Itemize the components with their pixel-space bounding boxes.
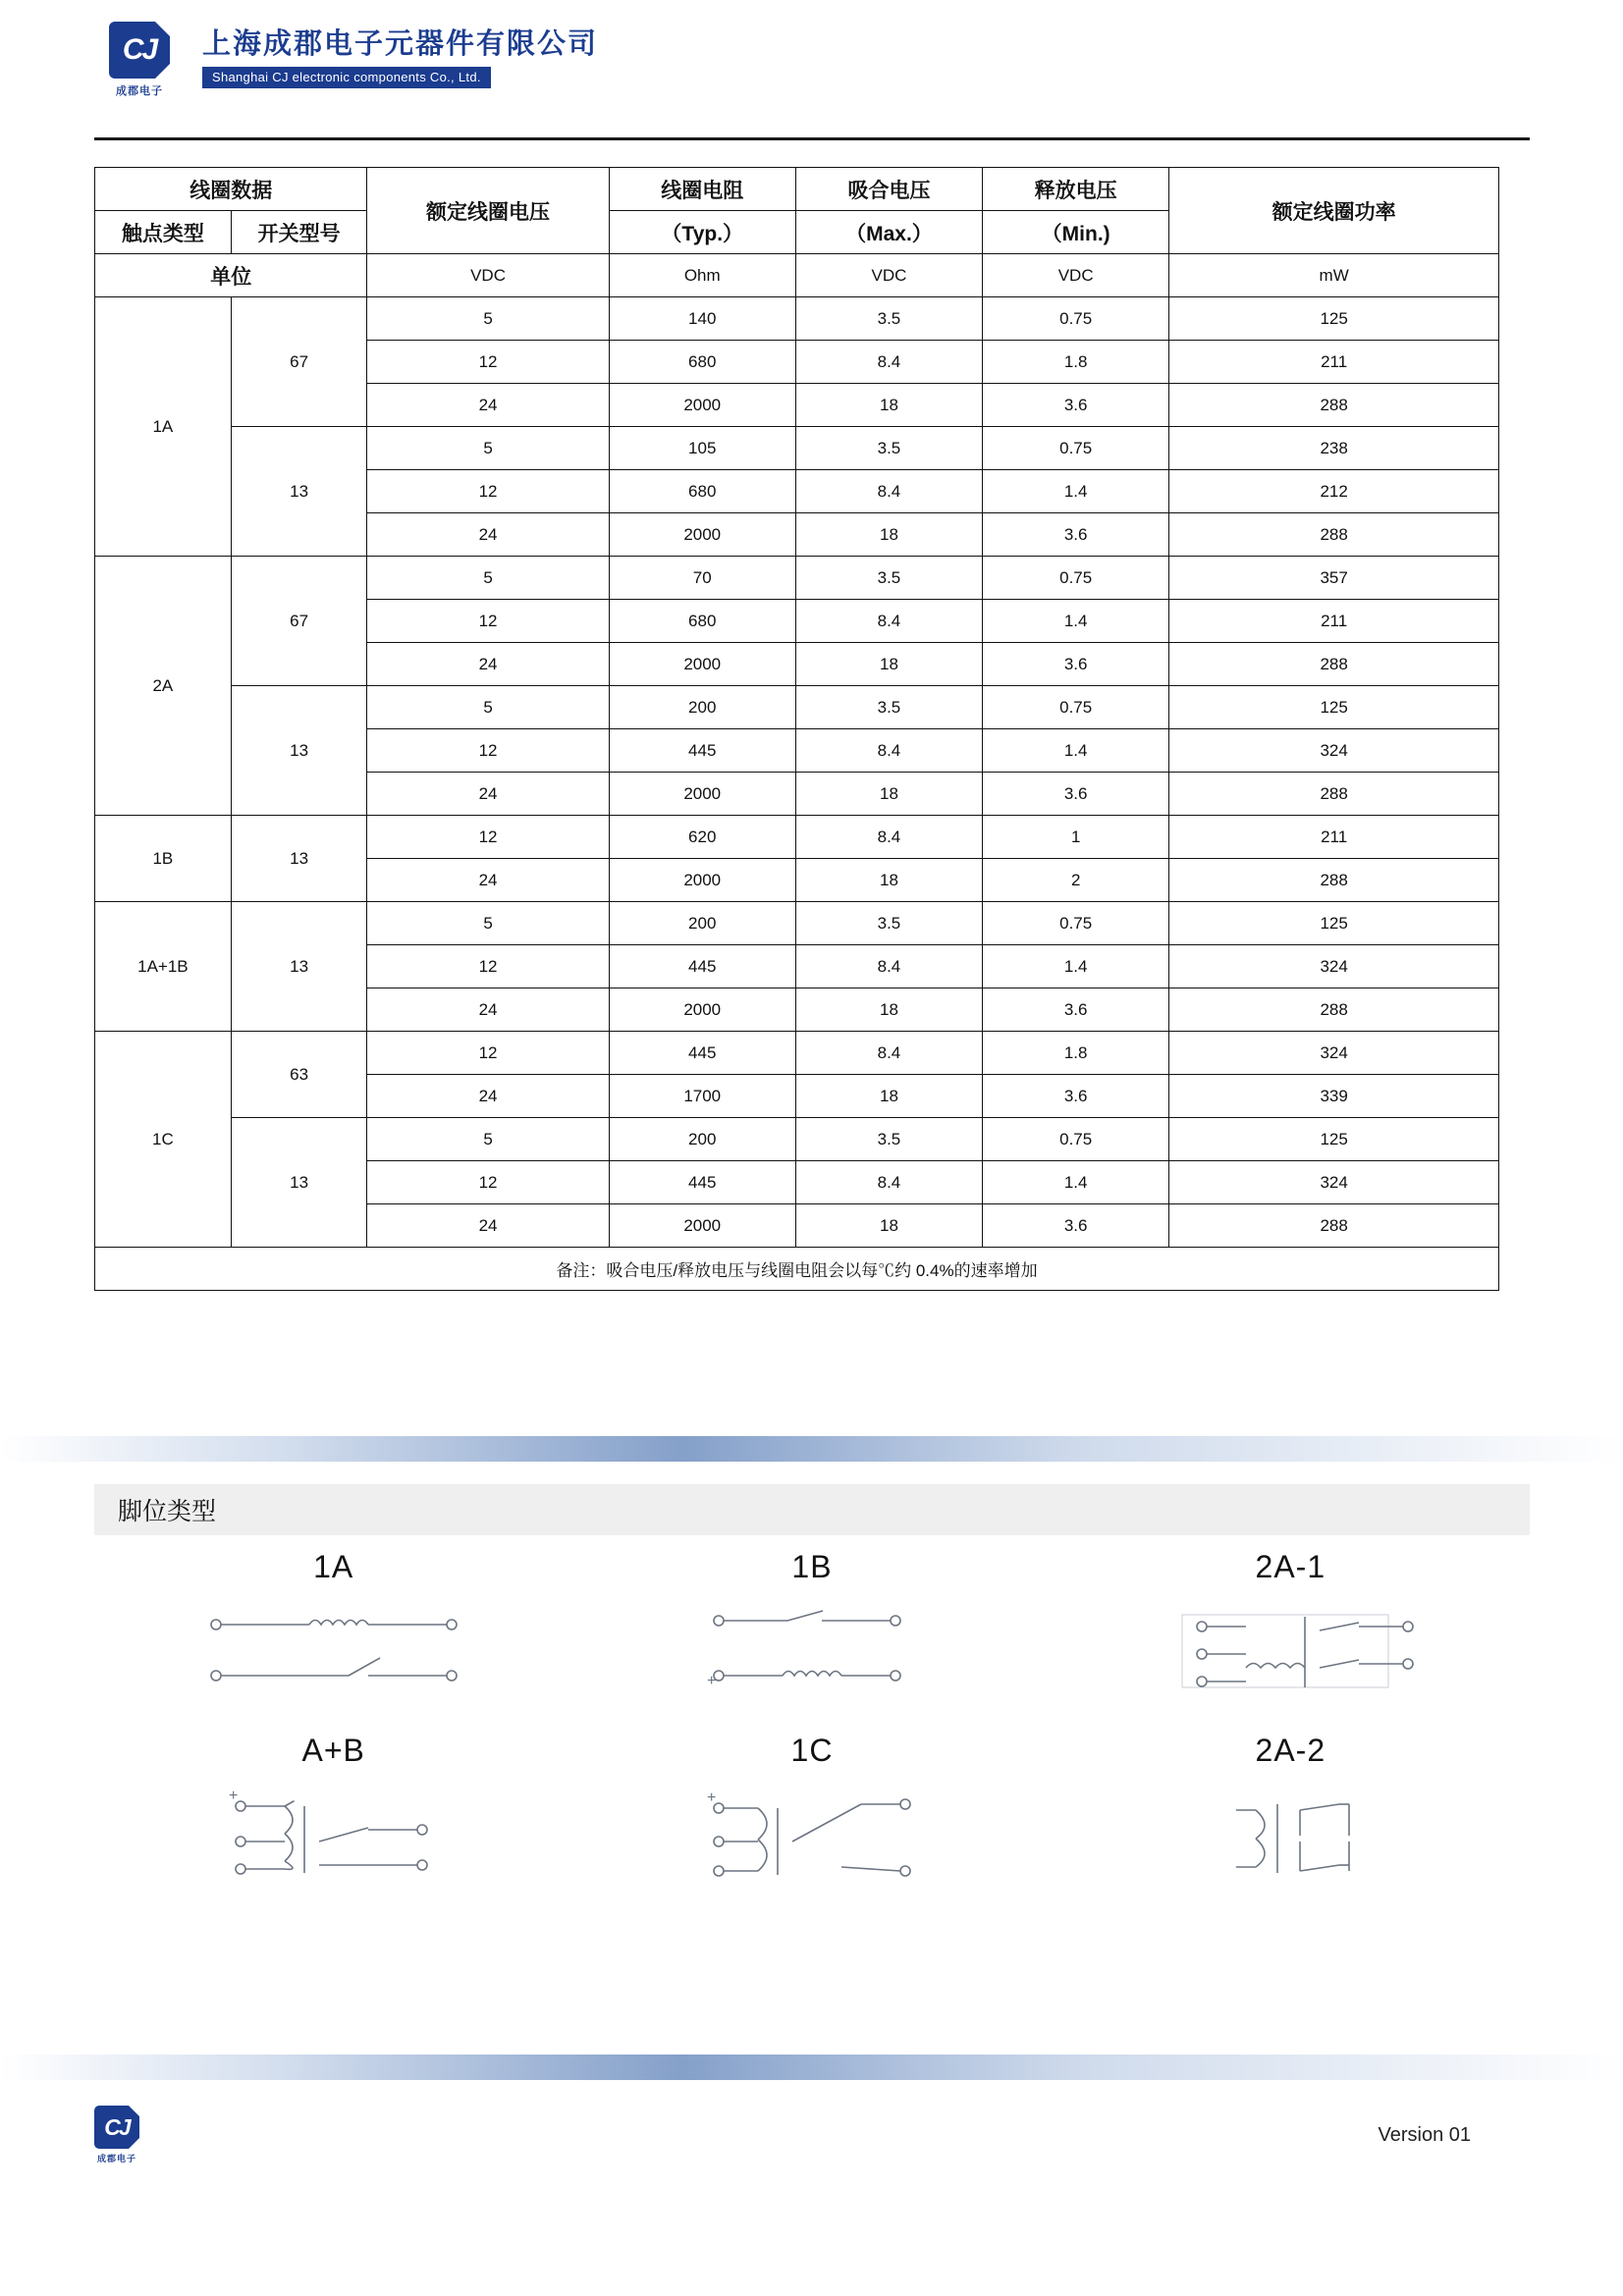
table-header-row-1 — [95, 168, 1499, 211]
cell-rated-voltage: 5 — [367, 686, 609, 729]
cell-pickup-voltage: 18 — [795, 988, 982, 1032]
cell-rated-voltage: 24 — [367, 1075, 609, 1118]
table-unit-row — [95, 254, 1499, 297]
header-rated-coil-voltage: 额定线圈电压 — [367, 168, 609, 254]
pin-schematic-icon — [650, 1597, 974, 1725]
cell-rated-voltage: 12 — [367, 600, 609, 643]
cell-coil-resistance: 620 — [609, 816, 795, 859]
cell-coil-power: 288 — [1169, 988, 1499, 1032]
cell-pickup-voltage: 8.4 — [795, 341, 982, 384]
cell-rated-voltage: 12 — [367, 1032, 609, 1075]
cell-coil-power: 324 — [1169, 1161, 1499, 1204]
header-rated-coil-power: 额定线圈功率 — [1169, 168, 1499, 254]
cell-pickup-voltage: 18 — [795, 384, 982, 427]
cell-switch-model: 13 — [231, 427, 367, 557]
cell-pickup-voltage: 3.5 — [795, 902, 982, 945]
cell-switch-model: 13 — [231, 816, 367, 902]
cell-pickup-voltage: 8.4 — [795, 600, 982, 643]
cell-contact-type: 1A — [95, 297, 232, 557]
cell-coil-power: 288 — [1169, 859, 1499, 902]
company-name-en: Shanghai CJ electronic components Co., Ltd. — [202, 67, 491, 88]
cell-coil-power: 238 — [1169, 427, 1499, 470]
cell-release-voltage: 3.6 — [983, 643, 1169, 686]
cell-release-voltage: 3.6 — [983, 1204, 1169, 1248]
pin-schematic-icon — [1128, 1597, 1452, 1725]
cell-switch-model: 63 — [231, 1032, 367, 1118]
header-pickup-voltage: 吸合电压 — [795, 168, 982, 211]
cell-release-voltage: 3.6 — [983, 773, 1169, 816]
cell-coil-power: 125 — [1169, 686, 1499, 729]
cell-coil-power: 288 — [1169, 643, 1499, 686]
cell-coil-resistance: 140 — [609, 297, 795, 341]
cell-pickup-voltage: 3.5 — [795, 686, 982, 729]
cell-coil-resistance: 2000 — [609, 773, 795, 816]
cell-coil-power: 125 — [1169, 902, 1499, 945]
cell-pickup-voltage: 3.5 — [795, 297, 982, 341]
header-coil-data: 线圈数据 — [95, 168, 367, 211]
header-contact-type: 触点类型 — [95, 211, 232, 254]
cell-rated-voltage: 24 — [367, 513, 609, 557]
cell-pickup-voltage: 18 — [795, 1204, 982, 1248]
cell-pickup-voltage: 3.5 — [795, 1118, 982, 1161]
cell-release-voltage: 2 — [983, 859, 1169, 902]
cell-rated-voltage: 5 — [367, 557, 609, 600]
pin-type-item — [94, 1549, 572, 1725]
cell-coil-power: 125 — [1169, 1118, 1499, 1161]
cell-coil-resistance: 105 — [609, 427, 795, 470]
decorative-band-top — [0, 1436, 1623, 1462]
page-footer — [94, 2091, 1530, 2179]
cell-rated-voltage: 12 — [367, 729, 609, 773]
unit-rated-voltage: VDC — [367, 254, 609, 297]
cell-rated-voltage: 12 — [367, 1161, 609, 1204]
unit-label: 单位 — [95, 254, 367, 297]
cell-coil-resistance: 445 — [609, 1161, 795, 1204]
pin-type-item — [1052, 1733, 1530, 1908]
cell-switch-model: 13 — [231, 902, 367, 1032]
cell-coil-power: 324 — [1169, 1032, 1499, 1075]
cell-coil-resistance: 680 — [609, 470, 795, 513]
cell-release-voltage: 0.75 — [983, 902, 1169, 945]
cell-switch-model: 67 — [231, 297, 367, 427]
cell-coil-resistance: 200 — [609, 686, 795, 729]
cell-pickup-voltage: 18 — [795, 773, 982, 816]
footer-logo — [94, 2106, 139, 2164]
cell-coil-resistance: 200 — [609, 902, 795, 945]
svg-text:+: + — [228, 1788, 238, 1804]
cell-release-voltage: 0.75 — [983, 1118, 1169, 1161]
pin-type-item — [94, 1733, 572, 1908]
page-header — [94, 22, 1530, 120]
cell-pickup-voltage: 8.4 — [795, 470, 982, 513]
cell-rated-voltage: 12 — [367, 816, 609, 859]
table-note-row — [95, 1248, 1499, 1291]
cell-pickup-voltage: 18 — [795, 643, 982, 686]
svg-text:+: + — [706, 1789, 717, 1806]
cell-release-voltage: 1.8 — [983, 1032, 1169, 1075]
cj-logo-icon — [109, 22, 170, 79]
cell-coil-power: 211 — [1169, 600, 1499, 643]
cell-pickup-voltage: 8.4 — [795, 1032, 982, 1075]
cell-release-voltage: 1.4 — [983, 600, 1169, 643]
coil-spec-table — [94, 167, 1499, 1291]
cell-contact-type: 2A — [95, 557, 232, 816]
cell-release-voltage: 1 — [983, 816, 1169, 859]
cell-coil-power: 324 — [1169, 729, 1499, 773]
header-release-voltage-note: （Min.) — [983, 211, 1169, 254]
cell-coil-power: 288 — [1169, 513, 1499, 557]
pin-type-item — [572, 1733, 1051, 1908]
pin-type-label: A+B — [301, 1733, 365, 1768]
footer-logo-letters: CJ — [104, 2113, 130, 2140]
cell-coil-resistance: 2000 — [609, 384, 795, 427]
header-pickup-voltage-note: （Max.） — [795, 211, 982, 254]
table-row — [95, 1032, 1499, 1075]
cell-coil-resistance: 1700 — [609, 1075, 795, 1118]
cell-pickup-voltage: 8.4 — [795, 945, 982, 988]
logo-subtitle: 成郡电子 — [116, 85, 163, 97]
decorative-band-bottom — [0, 2055, 1623, 2080]
pin-type-item — [1052, 1549, 1530, 1725]
cell-pickup-voltage: 18 — [795, 859, 982, 902]
cell-coil-resistance: 70 — [609, 557, 795, 600]
pin-type-title: 脚位类型 — [94, 1484, 1530, 1535]
table-row — [95, 297, 1499, 341]
header-coil-resistance-note: （Typ.） — [609, 211, 795, 254]
cell-pickup-voltage: 3.5 — [795, 557, 982, 600]
unit-power: mW — [1169, 254, 1499, 297]
cell-release-voltage: 1.4 — [983, 945, 1169, 988]
cell-rated-voltage: 12 — [367, 470, 609, 513]
cell-release-voltage: 1.4 — [983, 1161, 1169, 1204]
table-row — [95, 902, 1499, 945]
company-name-block — [202, 22, 598, 88]
footer-logo-subtitle: 成郡电子 — [96, 2154, 136, 2163]
pin-type-grid — [94, 1549, 1530, 1908]
table-row — [95, 686, 1499, 729]
coil-spec-table-wrap — [94, 167, 1499, 1291]
pin-type-label: 2A-2 — [1255, 1733, 1326, 1768]
pin-schematic-icon — [172, 1781, 496, 1908]
cell-pickup-voltage: 8.4 — [795, 1161, 982, 1204]
company-logo — [94, 22, 185, 108]
version-label: Version 01 — [1378, 2123, 1471, 2146]
cell-coil-resistance: 680 — [609, 600, 795, 643]
cell-coil-resistance: 445 — [609, 945, 795, 988]
cell-coil-resistance: 2000 — [609, 513, 795, 557]
cell-release-voltage: 0.75 — [983, 297, 1169, 341]
cell-release-voltage: 0.75 — [983, 427, 1169, 470]
cell-pickup-voltage: 8.4 — [795, 816, 982, 859]
company-name-cn: 上海成郡电子元器件有限公司 — [202, 28, 599, 60]
cell-release-voltage: 1.8 — [983, 341, 1169, 384]
cell-coil-power: 211 — [1169, 341, 1499, 384]
cell-switch-model: 13 — [231, 686, 367, 816]
cell-rated-voltage: 5 — [367, 902, 609, 945]
cell-coil-resistance: 680 — [609, 341, 795, 384]
cell-contact-type: 1A+1B — [95, 902, 232, 1032]
pin-type-label: 1B — [791, 1549, 833, 1584]
table-row — [95, 427, 1499, 470]
cell-pickup-voltage: 8.4 — [795, 729, 982, 773]
pin-type-label: 1C — [790, 1733, 834, 1768]
cell-coil-resistance: 200 — [609, 1118, 795, 1161]
cell-coil-power: 288 — [1169, 773, 1499, 816]
pin-type-item — [572, 1549, 1051, 1725]
logo-letters: CJ — [122, 33, 157, 66]
cell-release-voltage: 3.6 — [983, 988, 1169, 1032]
cell-switch-model: 13 — [231, 1118, 367, 1248]
cell-switch-model: 67 — [231, 557, 367, 686]
cell-release-voltage: 3.6 — [983, 1075, 1169, 1118]
cell-rated-voltage: 24 — [367, 859, 609, 902]
cell-rated-voltage: 5 — [367, 1118, 609, 1161]
pin-schematic-icon — [650, 1781, 974, 1908]
cell-rated-voltage: 24 — [367, 384, 609, 427]
cell-rated-voltage: 24 — [367, 643, 609, 686]
pin-type-label: 1A — [313, 1549, 354, 1584]
cell-rated-voltage: 24 — [367, 1204, 609, 1248]
cell-contact-type: 1C — [95, 1032, 232, 1248]
header-coil-resistance: 线圈电阻 — [609, 168, 795, 211]
cell-release-voltage: 1.4 — [983, 470, 1169, 513]
pin-type-label: 2A-1 — [1255, 1549, 1326, 1584]
cell-coil-resistance: 445 — [609, 1032, 795, 1075]
header-release-voltage: 释放电压 — [983, 168, 1169, 211]
cell-coil-resistance: 2000 — [609, 988, 795, 1032]
cell-release-voltage: 1.4 — [983, 729, 1169, 773]
header-divider — [94, 137, 1530, 140]
cell-pickup-voltage: 3.5 — [795, 427, 982, 470]
cell-rated-voltage: 12 — [367, 945, 609, 988]
cell-rated-voltage: 12 — [367, 341, 609, 384]
cell-release-voltage: 3.6 — [983, 513, 1169, 557]
cell-release-voltage: 3.6 — [983, 384, 1169, 427]
unit-resistance: Ohm — [609, 254, 795, 297]
cell-contact-type: 1B — [95, 816, 232, 902]
cell-coil-power: 125 — [1169, 297, 1499, 341]
pin-schematic-icon — [172, 1597, 496, 1725]
cell-coil-resistance: 445 — [609, 729, 795, 773]
cell-pickup-voltage: 18 — [795, 1075, 982, 1118]
coil-spec-table-body — [95, 297, 1499, 1248]
cell-pickup-voltage: 18 — [795, 513, 982, 557]
table-row — [95, 1118, 1499, 1161]
cell-coil-resistance: 2000 — [609, 859, 795, 902]
cell-coil-power: 211 — [1169, 816, 1499, 859]
svg-text:+: + — [706, 1673, 717, 1689]
table-row — [95, 557, 1499, 600]
cell-coil-power: 357 — [1169, 557, 1499, 600]
cell-rated-voltage: 24 — [367, 773, 609, 816]
table-row — [95, 816, 1499, 859]
header-switch-model: 开关型号 — [231, 211, 367, 254]
cell-coil-power: 339 — [1169, 1075, 1499, 1118]
cell-rated-voltage: 5 — [367, 427, 609, 470]
pin-schematic-icon — [1128, 1781, 1452, 1908]
cell-rated-voltage: 5 — [367, 297, 609, 341]
cell-coil-power: 288 — [1169, 384, 1499, 427]
cell-release-voltage: 0.75 — [983, 557, 1169, 600]
cell-coil-resistance: 2000 — [609, 1204, 795, 1248]
cell-coil-power: 324 — [1169, 945, 1499, 988]
cell-coil-power: 212 — [1169, 470, 1499, 513]
cell-release-voltage: 0.75 — [983, 686, 1169, 729]
unit-pickup: VDC — [795, 254, 982, 297]
cell-rated-voltage: 24 — [367, 988, 609, 1032]
cell-coil-resistance: 2000 — [609, 643, 795, 686]
table-note: 备注：吸合电压/释放电压与线圈电阻会以每℃约 0.4%的速率增加 — [95, 1248, 1499, 1291]
footer-cj-logo-icon — [94, 2106, 139, 2149]
unit-release: VDC — [983, 254, 1169, 297]
cell-coil-power: 288 — [1169, 1204, 1499, 1248]
pin-type-section — [94, 1484, 1530, 1908]
